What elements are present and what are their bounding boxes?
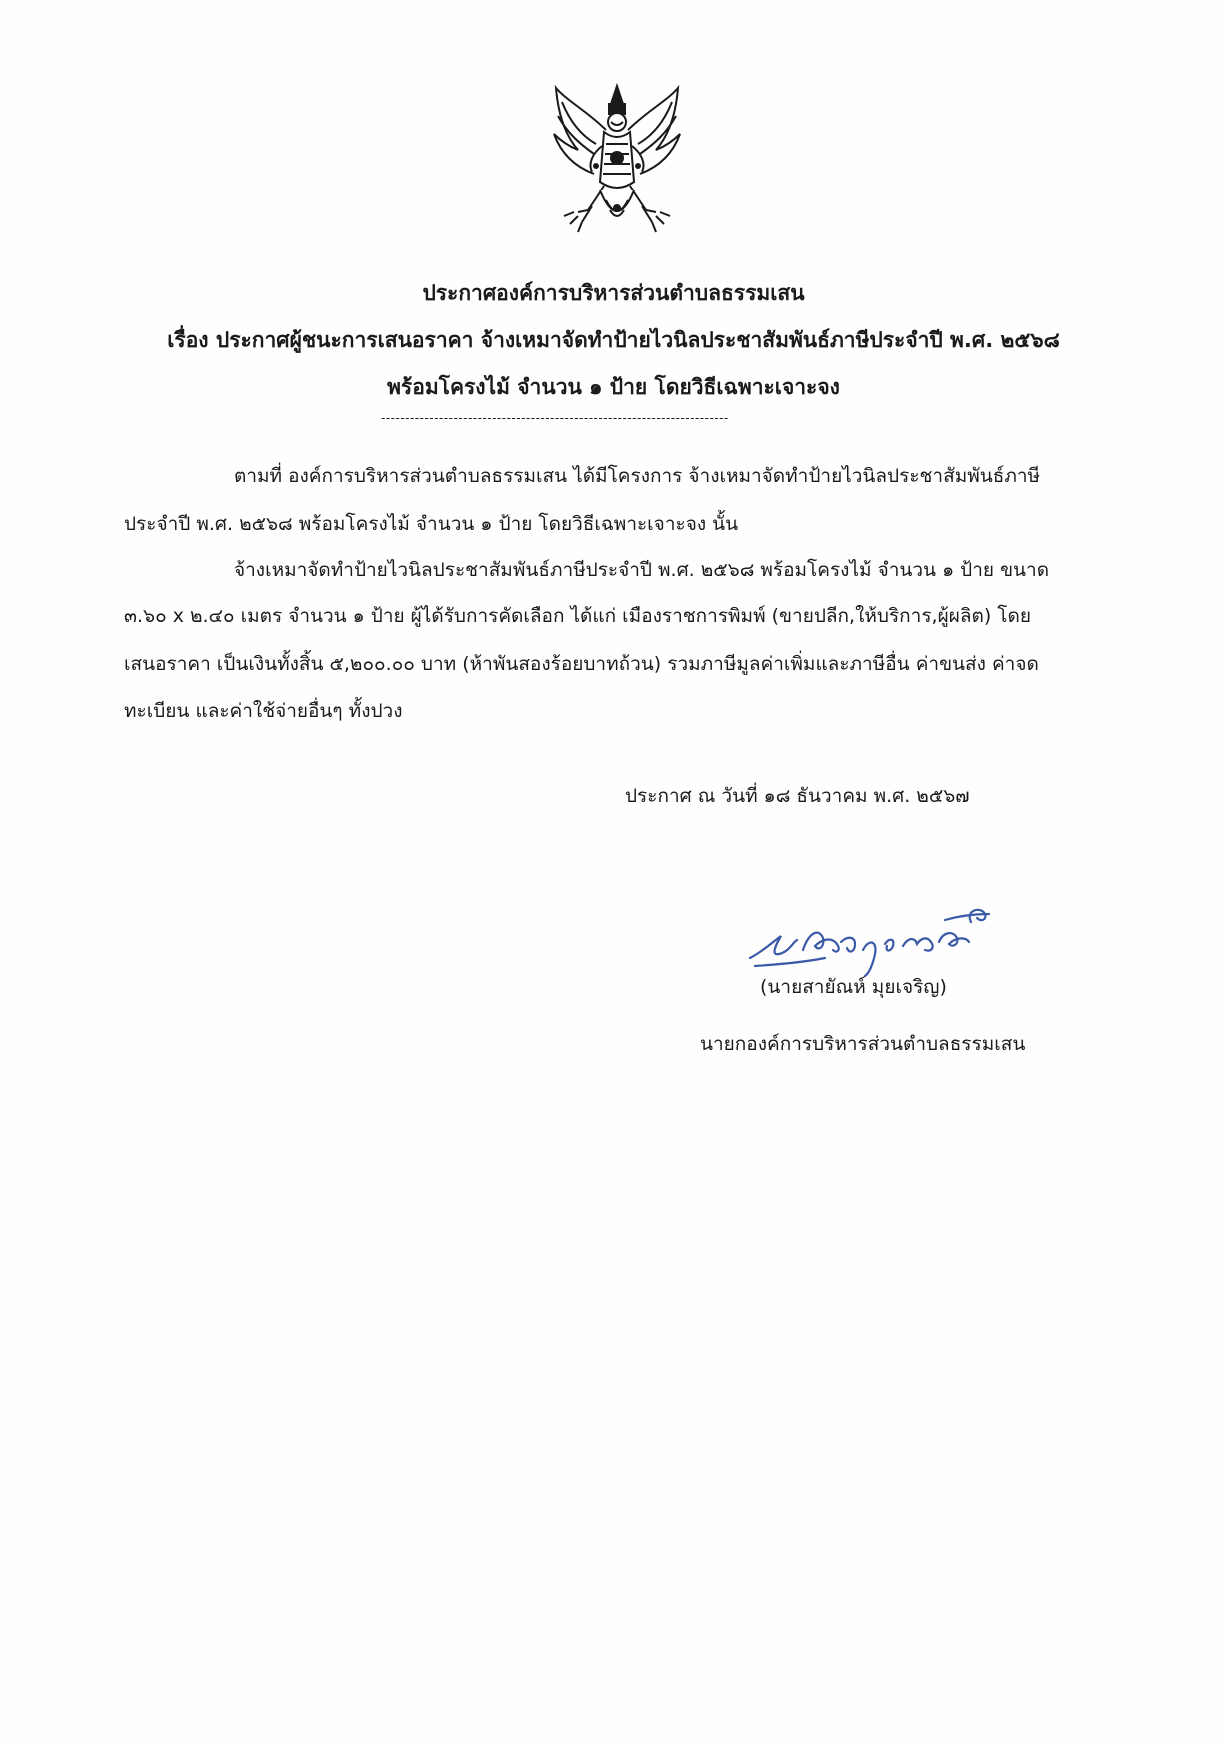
paragraph-1-line-2: ประจำปี พ.ศ. ๒๕๖๘ พร้อมโครงไม้ จำนวน ๑ ป้าย โดยวิธีเฉพาะเจาะจง นั้น (124, 513, 739, 535)
paragraph-2-line-3: เสนอราคา เป็นเงินทั้งสิ้น ๕,๒๐๐.๐๐ บาท (ห้าพันสองร้อยบาทถ้วน) รวมภาษีมูลค่าเพิ่มและภาษีอื่น ค่าขนส่ง ค่าจด (124, 653, 1039, 675)
paragraph-2-line-2: ๓.๖๐ x ๒.๔๐ เมตร จำนวน ๑ ป้าย ผู้ได้รับการคัดเลือก ได้แก่ เมืองราชการพิมพ์ (ขายปลีก,ให้บริการ,ผู้ผลิต) โดย (124, 605, 1031, 627)
announcement-title: ประกาศองค์การบริหารส่วนตำบลธรรมเสน (422, 281, 805, 305)
paragraph-1-line-1: ตามที่ องค์การบริหารส่วนตำบลธรรมเสน ได้มีโครงการ จ้างเหมาจัดทำป้ายไวนิลประชาสัมพันธ์ภาษี (234, 465, 1041, 487)
paragraph-2-line-4: ทะเบียน และค่าใช้จ่ายอื่นๆ ทั้งปวง (124, 700, 403, 722)
subject-line-1: เรื่อง ประกาศผู้ชนะการเสนอราคา จ้างเหมาจัดทำป้ายไวนิลประชาสัมพันธ์ภาษีประจำปี พ.ศ. ๒๕๖๘ (167, 328, 1060, 352)
subject-line-2: พร้อมโครงไม้ จำนวน ๑ ป้าย โดยวิธีเฉพาะเจาะจง (387, 375, 840, 399)
announcement-date: ประกาศ ณ วันที่ ๑๘ ธันวาคม พ.ศ. ๒๕๖๗ (625, 785, 970, 807)
handwritten-signature (745, 880, 1035, 980)
signer-position: นายกองค์การบริหารส่วนตำบลธรรมเสน (700, 1033, 1026, 1055)
signer-name: (นายสายัณห์ มุยเจริญ) (760, 976, 947, 998)
paragraph-2-line-1: จ้างเหมาจัดทำป้ายไวนิลประชาสัมพันธ์ภาษีประจำปี พ.ศ. ๒๕๖๘ พร้อมโครงไม้ จำนวน ๑ ป้าย ขนาด (234, 559, 1050, 581)
separator-line: ------------------------------------------------------------------------ (381, 411, 729, 425)
garuda-emblem-icon (548, 82, 686, 242)
